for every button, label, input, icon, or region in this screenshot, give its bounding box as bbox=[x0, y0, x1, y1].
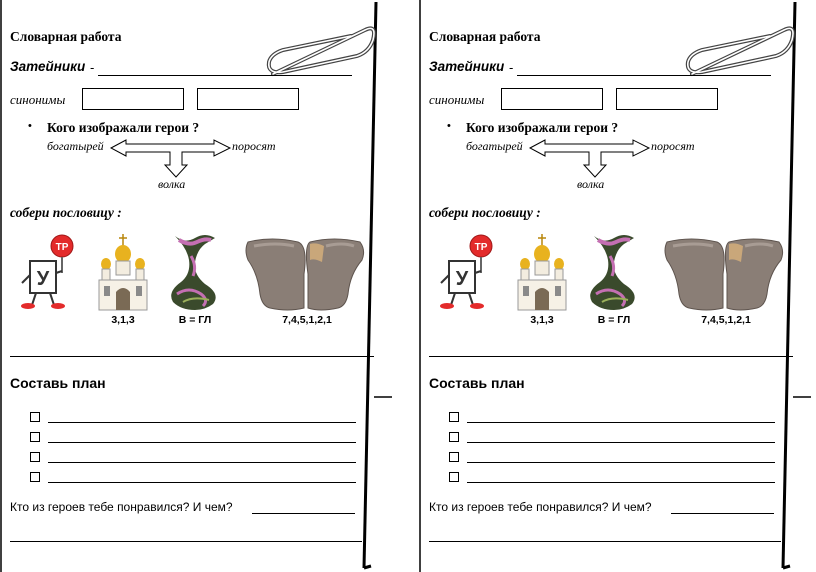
letter-u-figure bbox=[437, 233, 499, 311]
felt-boots-icon bbox=[242, 234, 366, 312]
zateyniki-answer-line[interactable] bbox=[517, 75, 771, 76]
church-code: 3,1,3 bbox=[111, 314, 135, 326]
answer-bottom: волка bbox=[577, 177, 605, 191]
answer-bottom: волка bbox=[158, 177, 186, 191]
favorite-hero-answer-line[interactable] bbox=[252, 513, 355, 514]
checkbox-icon[interactable] bbox=[449, 452, 459, 462]
worksheet-card-right bbox=[419, 0, 816, 572]
felt-boots-icon bbox=[661, 234, 785, 312]
answer-left: богатырей bbox=[47, 139, 104, 153]
checkbox-icon[interactable] bbox=[30, 432, 40, 442]
synonyms-label: синонимы bbox=[10, 92, 66, 107]
vase-icon bbox=[165, 232, 225, 312]
favorite-hero-answer-line[interactable] bbox=[671, 513, 774, 514]
tr-sign-icon: ТР bbox=[55, 242, 69, 253]
synonym-box-2[interactable] bbox=[197, 88, 299, 110]
vase-code: В = ГЛ bbox=[597, 314, 631, 326]
synonyms-label: синонимы bbox=[429, 92, 485, 107]
plan-line[interactable] bbox=[48, 462, 356, 463]
church-icon bbox=[515, 234, 569, 314]
plan-line[interactable] bbox=[467, 442, 775, 443]
synonym-box-1[interactable] bbox=[501, 88, 603, 110]
favorite-hero-question: Кто из героев тебе понравился? И чем? bbox=[429, 500, 652, 514]
final-answer-line[interactable] bbox=[429, 541, 781, 542]
zateyniki-answer-line[interactable] bbox=[98, 75, 352, 76]
tr-sign-icon: ТР bbox=[474, 242, 488, 253]
answer-right: поросят bbox=[651, 139, 695, 153]
synonym-box-2[interactable] bbox=[616, 88, 718, 110]
zateyniki-label: Затейники bbox=[10, 59, 86, 74]
plan-title: Составь план bbox=[10, 375, 106, 391]
answer-left: богатырей bbox=[466, 139, 523, 153]
letter-u: У bbox=[36, 268, 50, 290]
page-title: Словарная работа bbox=[429, 29, 541, 44]
vase-code: В = ГЛ bbox=[178, 314, 212, 326]
favorite-hero-question: Кто из героев тебе понравился? И чем? bbox=[10, 500, 233, 514]
letter-u: У bbox=[455, 268, 469, 290]
final-answer-line[interactable] bbox=[10, 541, 362, 542]
checkbox-icon[interactable] bbox=[449, 472, 459, 482]
plan-line[interactable] bbox=[467, 462, 775, 463]
section-divider bbox=[429, 356, 793, 357]
question-text: Кого изображали герои ? bbox=[466, 120, 619, 135]
vase-icon bbox=[584, 232, 644, 312]
three-way-arrow bbox=[529, 139, 651, 179]
plan-line[interactable] bbox=[48, 482, 356, 483]
paperclip-icon bbox=[672, 16, 802, 84]
church-code: 3,1,3 bbox=[530, 314, 554, 326]
plan-line[interactable] bbox=[48, 442, 356, 443]
proverb-label: собери пословицу : bbox=[10, 205, 122, 220]
section-divider bbox=[10, 356, 374, 357]
church-icon bbox=[96, 234, 150, 314]
question-bullet: • bbox=[447, 120, 451, 132]
zateyniki-dash: - bbox=[509, 60, 514, 75]
checkbox-icon[interactable] bbox=[30, 472, 40, 482]
paperclip-icon bbox=[253, 16, 383, 84]
plan-line[interactable] bbox=[467, 482, 775, 483]
zateyniki-label: Затейники bbox=[429, 59, 505, 74]
plan-line[interactable] bbox=[467, 422, 775, 423]
proverb-label: собери пословицу : bbox=[429, 205, 541, 220]
worksheet-card-left bbox=[0, 0, 400, 572]
synonym-box-1[interactable] bbox=[82, 88, 184, 110]
plan-line[interactable] bbox=[48, 422, 356, 423]
letter-u-figure bbox=[18, 233, 80, 311]
zateyniki-dash: - bbox=[90, 60, 95, 75]
question-text: Кого изображали герои ? bbox=[47, 120, 200, 135]
checkbox-icon[interactable] bbox=[30, 412, 40, 422]
answer-right: поросят bbox=[232, 139, 276, 153]
boots-code: 7,4,5,1,2,1 bbox=[282, 314, 332, 326]
checkbox-icon[interactable] bbox=[449, 432, 459, 442]
page-title: Словарная работа bbox=[10, 29, 122, 44]
three-way-arrow bbox=[110, 139, 232, 179]
plan-title: Составь план bbox=[429, 375, 525, 391]
checkbox-icon[interactable] bbox=[449, 412, 459, 422]
checkbox-icon[interactable] bbox=[30, 452, 40, 462]
question-bullet: • bbox=[28, 120, 32, 132]
boots-code: 7,4,5,1,2,1 bbox=[701, 314, 751, 326]
